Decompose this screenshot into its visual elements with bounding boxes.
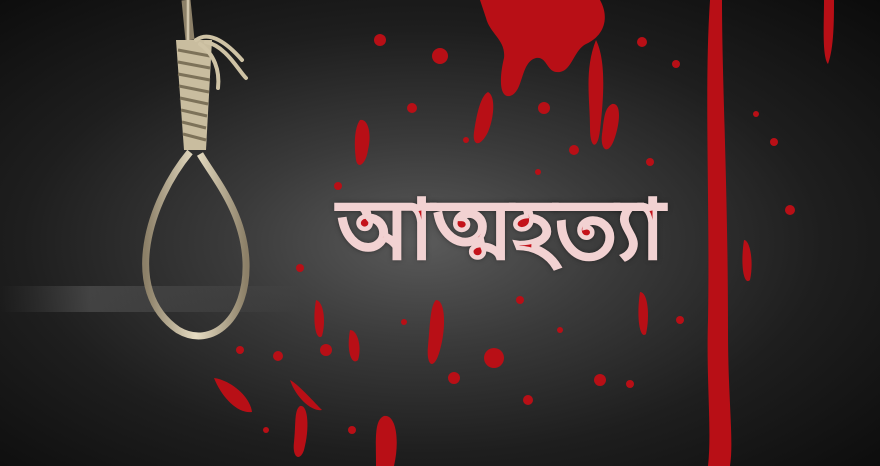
noose-icon [146,0,246,336]
title-text: আত্মহত্যা [337,183,665,278]
